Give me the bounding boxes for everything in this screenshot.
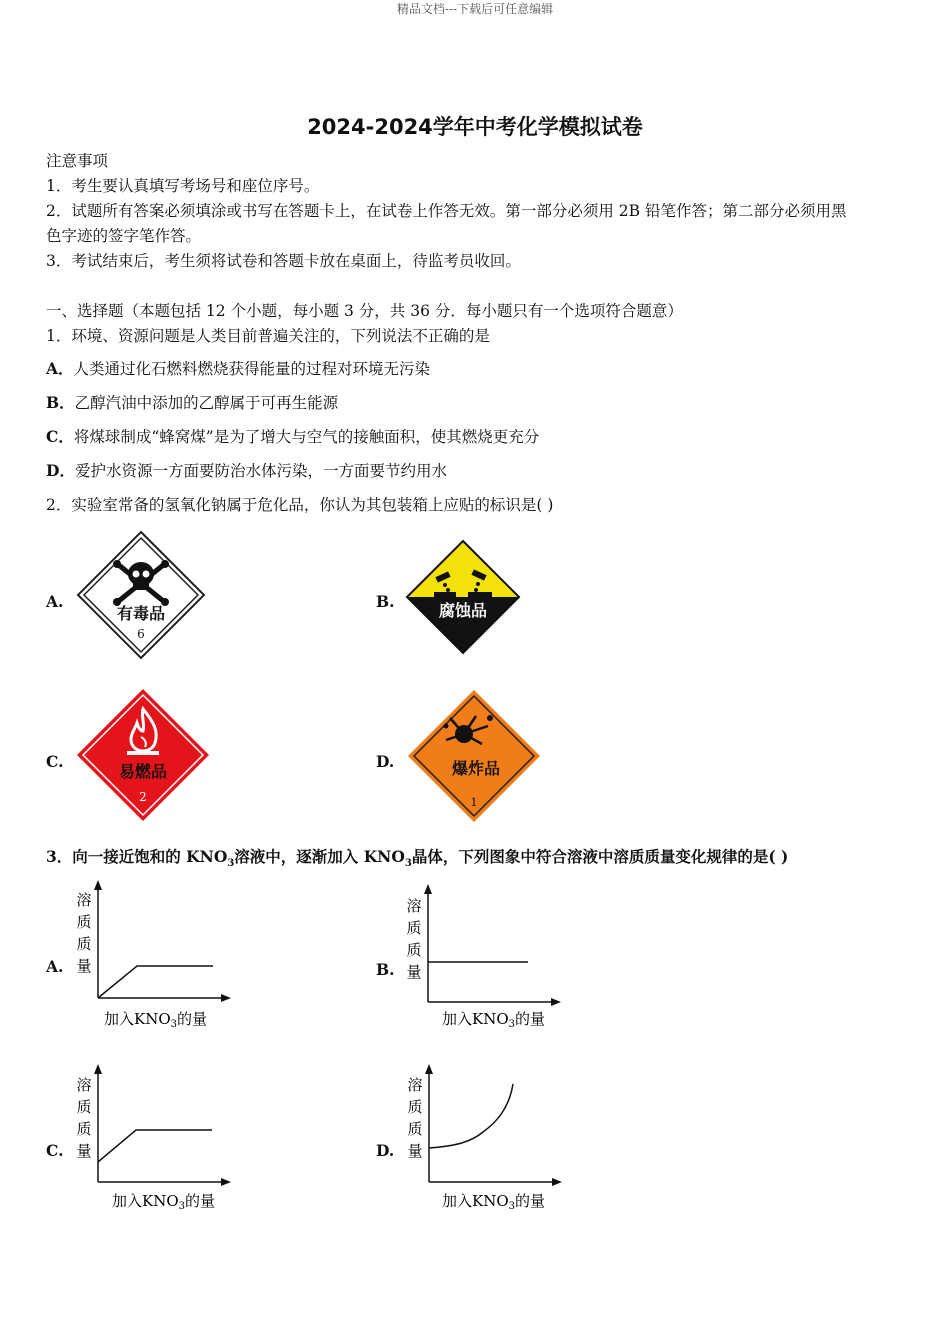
x-label: 加入$KNO_3$的量	[104, 1010, 208, 1030]
y-label-char: 量	[76, 1142, 92, 1160]
question-2-stem: 2．实验室常备的氢氧化钠属于危化品，你认为其包装箱上应贴的标识是( )	[46, 496, 554, 514]
flammable-sign	[75, 687, 211, 823]
y-axis-arrow	[425, 1064, 433, 1074]
sign-number: 1	[470, 796, 478, 809]
y-label-char: 质	[76, 935, 92, 953]
y-label-char: 溶	[76, 1076, 92, 1094]
question-1-option-c	[46, 426, 539, 448]
y-label-char: 量	[76, 957, 92, 975]
stem-part: 溶液中，逐渐加入 KNO	[234, 847, 405, 866]
notes-heading: 注意事项	[46, 152, 109, 170]
x-label: 加入$KNO_3$的量	[442, 1192, 546, 1212]
stem-subscript: 3	[227, 858, 235, 870]
option-text: 爱护水资源一方面要防治水体污染，一方面要节约用水	[74, 462, 447, 480]
y-label-char: 溶	[406, 897, 422, 915]
x-axis-arrow	[551, 998, 561, 1006]
graph-curve	[429, 1084, 513, 1148]
question-2-option-b-label: B.	[376, 592, 395, 611]
corrosive-sign	[404, 538, 522, 656]
option-letter: C．	[46, 427, 74, 446]
option-letter: B．	[46, 393, 75, 412]
option-letter: D．	[46, 461, 75, 480]
y-label-char: 质	[76, 1120, 92, 1138]
sign-label: 易燃品	[118, 762, 168, 781]
question-3-option-d-label: D.	[376, 1141, 395, 1160]
option-text: 乙醇汽油中添加的乙醇属于可再生能源	[74, 394, 339, 412]
header-watermark: 精品文档---下载后可任意编辑	[396, 2, 554, 16]
question-3-stem	[46, 846, 788, 875]
sign-label: 爆炸品	[451, 759, 501, 778]
sign-label: 有毒品	[116, 604, 166, 623]
question-2-option-a-label: A.	[46, 592, 64, 611]
question-3-option-a-label: A.	[46, 957, 64, 976]
question-1-option-a	[46, 358, 430, 380]
y-label-char: 质	[406, 919, 422, 937]
y-label-char: 溶	[76, 891, 92, 909]
x-label: 加入$KNO_3$的量	[442, 1010, 546, 1030]
question-1-option-d	[46, 460, 447, 482]
y-label-char: 质	[407, 1120, 423, 1138]
sign-number: 6	[137, 627, 145, 641]
question-1-stem: 1．环境、资源问题是人类目前普遍关注的，下列说法不正确的是	[46, 327, 490, 345]
stem-part: 晶体，下列图象中符合溶液中溶质质量变化规律的是( )	[411, 847, 789, 866]
y-axis-arrow	[424, 884, 432, 894]
y-label-char: 质	[76, 913, 92, 931]
x-axis-arrow	[221, 1178, 231, 1186]
sign-number: 2	[139, 790, 147, 804]
x-axis-arrow	[552, 1178, 562, 1186]
y-axis-arrow	[94, 880, 102, 890]
graph-curve	[98, 1130, 212, 1162]
notes-item: 2．试题所有答案必须填涂或书写在答题卡上，在试卷上作答无效。第一部分必须用 2B 铅笔作答；第二部分必须用黑	[46, 202, 847, 220]
graph-curve	[98, 966, 213, 998]
graph-c	[70, 1062, 240, 1217]
y-label-char: 质	[407, 1098, 423, 1116]
x-axis-arrow	[221, 994, 231, 1002]
y-label-char: 量	[407, 1142, 423, 1160]
notes-item: 3．考试结束后，考生须将试卷和答题卡放在桌面上，待监考员收回。	[46, 252, 521, 270]
section-heading: 一、选择题（本题包括 12 个小题，每小题 3 分，共 36 分．每小题只有一个选项符合题意）	[46, 302, 683, 320]
sign-label: 腐蚀品	[438, 601, 488, 620]
y-label-char: 质	[76, 1098, 92, 1116]
graph-a	[70, 878, 240, 1033]
stem-subscript: 3	[404, 858, 412, 870]
graph-d	[401, 1062, 571, 1217]
option-letter: A．	[46, 359, 74, 378]
notes-item: 1．考生要认真填写考场号和座位序号。	[46, 177, 320, 195]
notes-item: 色字迹的签字笔作答。	[46, 227, 202, 245]
option-text: 人类通过化石燃料燃烧获得能量的过程对环境无污染	[73, 360, 431, 378]
page-title: 2024-2024学年中考化学模拟试卷	[307, 115, 643, 139]
stem-part: 3．向一接近饱和的 KNO	[46, 847, 228, 866]
y-label-char: 溶	[407, 1076, 423, 1094]
x-label: 加入$KNO_3$的量	[112, 1192, 216, 1212]
question-1-option-b	[46, 392, 338, 414]
y-axis-arrow	[94, 1064, 102, 1074]
toxic-sign	[76, 530, 206, 660]
y-label-char: 量	[406, 963, 422, 981]
option-text: 将煤球制成“蜂窝煤”是为了增大与空气的接触面积，使其燃烧更充分	[73, 428, 540, 446]
explosive-sign	[406, 688, 542, 824]
question-2-option-c-label: C.	[46, 752, 64, 771]
question-2-option-d-label: D.	[376, 752, 395, 771]
graph-b	[400, 882, 570, 1037]
y-label-char: 质	[406, 941, 422, 959]
question-3-option-c-label: C.	[46, 1141, 64, 1160]
question-3-option-b-label: B.	[376, 960, 395, 979]
